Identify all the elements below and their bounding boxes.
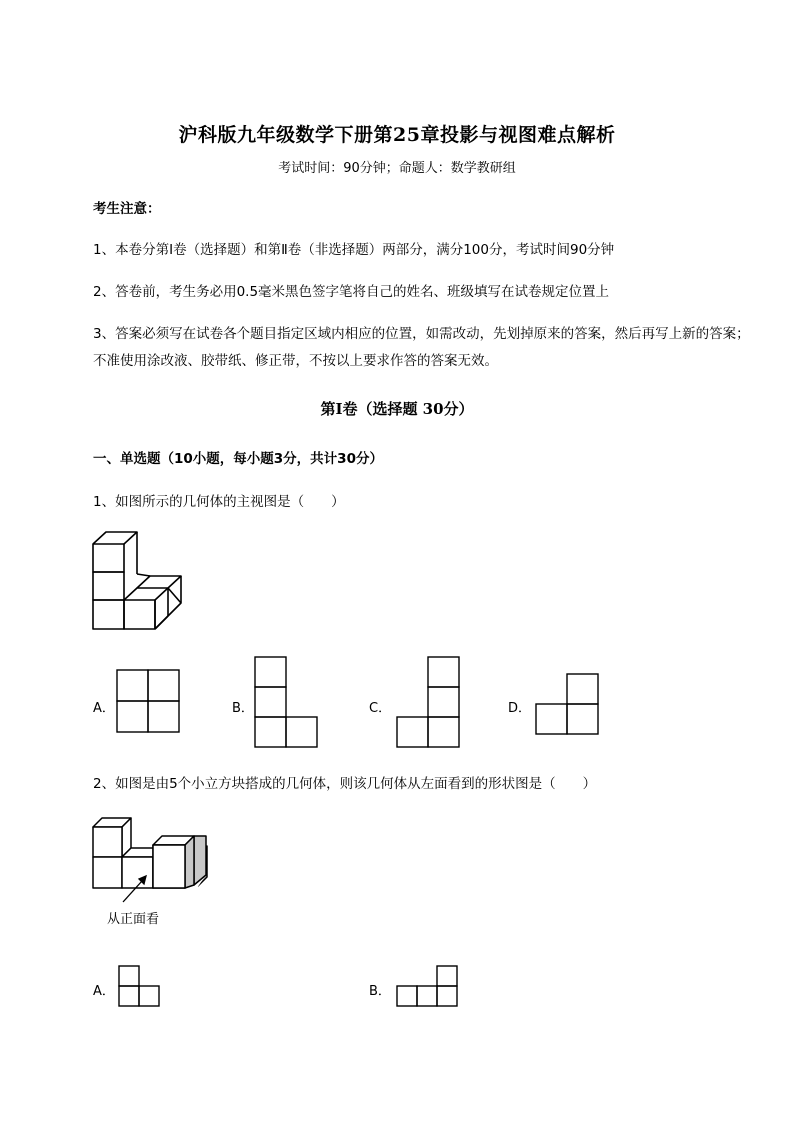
- q1-option-c-label: C．: [369, 701, 392, 716]
- notice-item-3: 3、答案必须写在试卷各个题目指定区域内相应的位置，如需改动，先划掉原来的答案，然后再写上新的答案；不准使用涂改液、胶带纸、修正带，不按以上要求作答的答案无效。: [93, 326, 750, 369]
- q1-option-d-label: D．: [508, 701, 532, 716]
- figure-caption-front-view: 从正面看: [107, 912, 160, 927]
- part-heading: 一、单选题（10小题，每小题3分，共计30分）: [93, 451, 383, 467]
- q2-option-b-figure: [396, 965, 458, 1007]
- notice-item-2: 2、答卷前，考生务必用0.5毫米黑色签字笔将自己的姓名、班级填写在试卷规定位置上: [93, 284, 610, 300]
- q2-option-a-figure: [118, 965, 160, 1007]
- q2-option-a-label: A．: [93, 984, 115, 999]
- q1-option-d-figure: [535, 673, 599, 735]
- q1-option-c-figure: [396, 656, 460, 748]
- notice-heading: 考生注意：: [93, 201, 161, 217]
- notice-item-1: 1、本卷分第I卷（选择题）和第Ⅱ卷（非选择题）两部分，满分100分，考试时间90分钟: [93, 242, 615, 258]
- q1-option-b-label: B．: [232, 701, 254, 716]
- q1-option-a-label: A．: [93, 701, 115, 716]
- q1-option-b-figure: [254, 656, 318, 748]
- exam-info: 考试时间：90分钟；命题人：数学教研组: [278, 161, 516, 176]
- question-1-text: 1、如图所示的几何体的主视图是（ ）: [93, 494, 345, 510]
- page-title: 沪科版九年级数学下册第25章投影与视图难点解析: [178, 124, 616, 146]
- question-2-figure: [90, 815, 210, 895]
- q1-option-a-figure: [116, 669, 180, 733]
- section-title: 第I卷（选择题 30分）: [320, 400, 474, 418]
- question-1-figure: [90, 530, 190, 635]
- q2-option-b-label: B．: [369, 984, 391, 999]
- question-2-text: 2、如图是由5个小立方块搭成的几何体，则该几何体从左面看到的形状图是（ ）: [93, 776, 597, 792]
